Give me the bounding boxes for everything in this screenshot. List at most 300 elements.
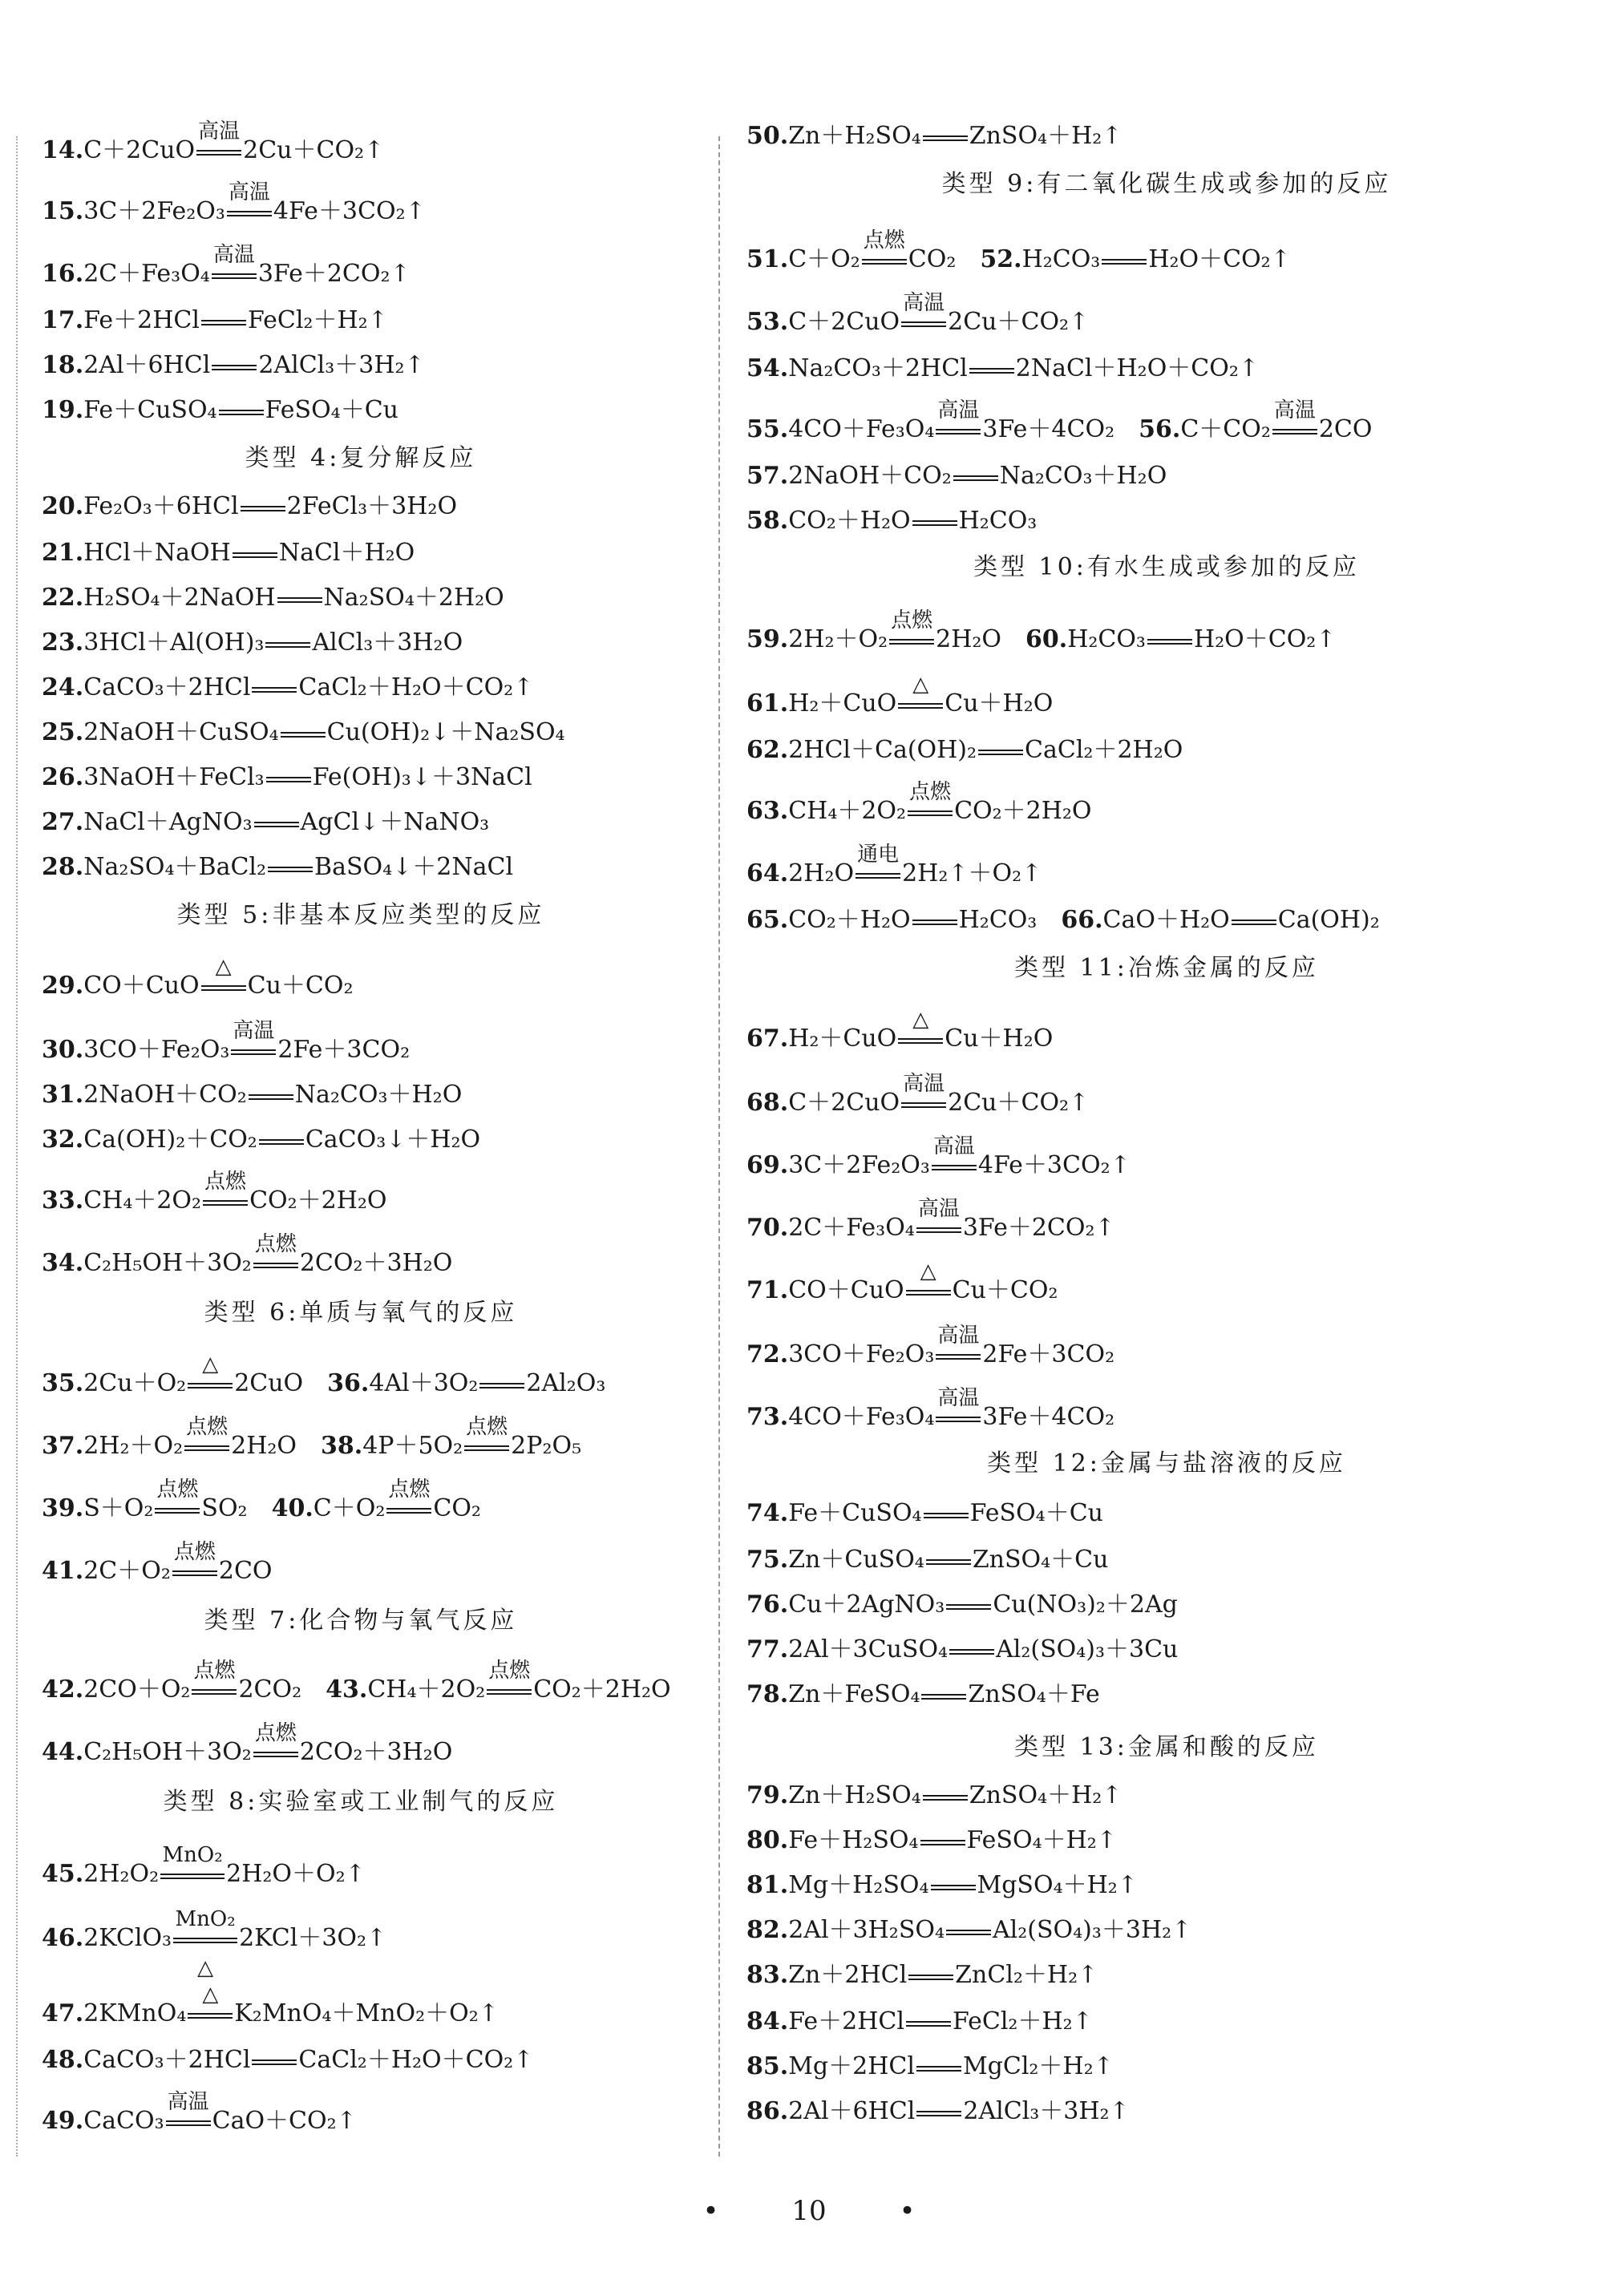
equation-line: [746, 1386, 1115, 1432]
equation-number: 85.: [746, 2052, 789, 2080]
products: Al₂(SO₄)₃＋3H₂↑: [993, 1916, 1192, 1944]
equation-number: 65.: [746, 906, 789, 934]
reactants: Cu＋2AgNO₃: [788, 1591, 945, 1619]
products: 2Al₂O₃: [526, 1369, 606, 1397]
equation-number: 81.: [746, 1871, 789, 1899]
equation-number: 48.: [42, 2046, 84, 2074]
double-equals-sign: [212, 367, 257, 373]
equation-line: [746, 1008, 1054, 1053]
equals-bar: [184, 1445, 229, 1451]
equation-number: 74.: [746, 1499, 789, 1527]
products: 2CO: [218, 1557, 273, 1585]
equals-bar: [978, 750, 1023, 755]
reactants: Fe＋H₂SO₄: [788, 1826, 919, 1854]
equation-number: 28.: [42, 853, 84, 881]
equals-bar: [953, 475, 998, 481]
equals-bar: [212, 273, 257, 279]
double-equals-sign: [906, 2023, 951, 2029]
products: Na₂SO₄＋2H₂O: [323, 584, 504, 612]
double-equals-sign: [188, 1352, 233, 1391]
reactants: 2C＋Fe₃O₄: [83, 260, 210, 288]
products: CaCO₃↓＋H₂O: [305, 1126, 481, 1154]
products: CO₂: [908, 245, 957, 273]
double-equals-sign: [946, 1607, 991, 1612]
equation-line: [746, 843, 1042, 888]
double-equals-sign: [241, 508, 285, 514]
equation-number: 53.: [746, 308, 789, 336]
products: SO₂: [201, 1494, 248, 1522]
equals-bar: [188, 2013, 233, 2019]
products: ZnSO₄＋Cu: [972, 1546, 1109, 1574]
equals-bar: [923, 135, 968, 141]
section-heading: 类型 10:有水生成或参加的反应: [973, 553, 1360, 581]
products: CaCl₂＋H₂O＋CO₂↑: [298, 673, 534, 701]
equation-number: 57.: [746, 462, 789, 490]
equation-number: 18.: [42, 351, 84, 379]
equation-number: 38.: [320, 1432, 363, 1460]
double-equals-sign: [1272, 398, 1317, 437]
equals-bar: [268, 867, 313, 872]
equation-line: [42, 1477, 481, 1523]
reactants: 2CO＋O₂: [83, 1676, 191, 1704]
equation-gap: [1001, 625, 1025, 653]
reactants: CaCO₃＋2HCl: [83, 2046, 251, 2074]
products: MgSO₄＋H₂↑: [977, 1871, 1138, 1899]
products: CO₂＋2H₂O: [954, 797, 1092, 825]
double-equals-sign: [953, 478, 998, 483]
equation-line: [746, 1916, 1191, 1945]
products: 2Cu＋CO₂↑: [948, 308, 1090, 336]
equals-bar: [901, 321, 946, 327]
equals-bar: [249, 1094, 293, 1100]
products: CO₂＋2H₂O: [249, 1186, 387, 1215]
equation-number: 30.: [42, 1036, 84, 1064]
reaction-condition: 点燃: [891, 608, 933, 633]
equals-bar: [916, 2111, 961, 2116]
equation-line: [42, 1540, 273, 1586]
products: FeSO₄＋Cu: [969, 1499, 1103, 1527]
equals-bar: [949, 1649, 994, 1655]
reactants: 2H₂O₂: [83, 1860, 160, 1888]
products: Fe(OH)₃↓＋3NaCl: [312, 763, 532, 791]
equals-bar: [946, 1930, 991, 1935]
equation-line: [746, 1324, 1115, 1369]
equation-line: [746, 906, 1380, 935]
equation-line: [746, 1961, 1098, 1990]
equation-line: [42, 243, 411, 289]
reactants: 4P＋5O₂: [362, 1432, 463, 1460]
equation-number: 50.: [746, 122, 789, 150]
section-heading: 类型 4:复分解反应: [245, 444, 477, 472]
products: H₂CO₃: [958, 507, 1038, 535]
reaction-condition: △: [920, 1259, 936, 1283]
equation-line: [42, 1126, 480, 1154]
reactants: H₂CO₃: [1021, 245, 1101, 273]
products: 3Fe＋4CO₂: [982, 1403, 1115, 1431]
products: Cu＋H₂O: [945, 1025, 1054, 1053]
equation-line: [42, 1721, 453, 1767]
equation-number: 17.: [42, 306, 84, 334]
equals-bar: [898, 1038, 943, 1044]
reactants: H₂SO₄＋2NaOH: [83, 584, 276, 612]
reactants: Mg＋2HCl: [788, 2052, 915, 2080]
equation-number: 26.: [42, 763, 84, 791]
equation-number: 79.: [746, 1781, 789, 1809]
equation-number: 60.: [1025, 625, 1068, 653]
section-heading: 类型 7:化合物与氧气反应: [204, 1607, 518, 1635]
equation-line: [746, 1546, 1108, 1574]
equation-line: [746, 354, 1259, 383]
equals-bar: [386, 1508, 431, 1514]
reactants: Zn＋CuSO₄: [788, 1546, 924, 1574]
equation-line: [42, 1232, 453, 1278]
double-equals-sign: [268, 869, 313, 875]
equation-number: 49.: [42, 2107, 84, 2135]
page-footer: [0, 2195, 1618, 2227]
products: Cu(NO₃)₂＋2Ag: [993, 1591, 1178, 1619]
products: Al₂(SO₄)₃＋3Cu: [996, 1635, 1179, 1663]
equation-line: [746, 122, 1122, 151]
double-equals-sign: [196, 119, 241, 158]
equals-bar: [196, 150, 241, 156]
double-equals-sign: [856, 843, 900, 881]
reactants: Fe＋2HCl: [788, 2007, 904, 2035]
equals-bar: [932, 1165, 977, 1170]
double-equals-sign: [946, 1932, 991, 1938]
equation-number: 36.: [327, 1369, 370, 1397]
double-equals-sign: [924, 1515, 969, 1521]
equation-number: 39.: [42, 1494, 84, 1522]
equation-line: [746, 2097, 1130, 2126]
reaction-condition: 高温: [1273, 398, 1316, 422]
products: FeSO₄＋H₂↑: [966, 1826, 1117, 1854]
reactants: Zn＋2HCl: [788, 1961, 908, 1989]
equation-line: [42, 492, 457, 521]
double-equals-sign: [155, 1477, 200, 1516]
equation-line: [42, 1415, 582, 1461]
double-equals-sign: [188, 1983, 233, 2021]
equation-line: [746, 1259, 1058, 1305]
equation-number: 46.: [42, 1924, 84, 1952]
reactants: 3C＋2Fe₂O₃: [788, 1151, 930, 1179]
reactants: Na₂SO₄＋BaCl₂: [83, 853, 267, 881]
equals-bar: [916, 2066, 961, 2072]
double-equals-sign: [916, 1197, 961, 1235]
double-equals-sign: [906, 1259, 951, 1298]
products: 2CuO: [234, 1369, 304, 1397]
equation-number: 58.: [746, 507, 789, 535]
double-equals-sign: [265, 645, 310, 650]
equals-bar: [946, 1604, 991, 1610]
double-equals-sign: [889, 608, 934, 647]
products: MgCl₂＋H₂↑: [962, 2052, 1114, 2080]
equation-line: [746, 1680, 1100, 1709]
double-equals-sign: [201, 955, 246, 993]
equals-bar: [227, 211, 272, 216]
equation-line: [42, 1983, 499, 2028]
reactants: 2NaOH＋CO₂: [788, 462, 952, 490]
double-equals-sign: [252, 689, 297, 695]
products: 3Fe＋2CO₂↑: [257, 260, 411, 288]
products: H₂CO₃: [958, 906, 1038, 934]
reactants: CH₄＋2O₂: [788, 797, 907, 825]
double-equals-sign: [203, 1170, 248, 1208]
equation-gap: [301, 1676, 326, 1704]
equation-line: [42, 955, 354, 1000]
products: Cu＋CO₂: [952, 1276, 1058, 1304]
equation-number: 71.: [746, 1276, 789, 1304]
products: 2H₂O: [231, 1432, 297, 1460]
equals-bar: [921, 1694, 966, 1700]
equation-line: [746, 507, 1037, 536]
reaction-condition: 高温: [937, 1386, 980, 1410]
reaction-condition: 点燃: [193, 1659, 236, 1683]
reactants: CO₂＋H₂O: [788, 507, 911, 535]
equation-number: 54.: [746, 354, 789, 382]
reaction-condition: 点燃: [186, 1415, 229, 1439]
products: ZnSO₄＋H₂↑: [969, 122, 1122, 150]
double-equals-sign: [923, 1797, 968, 1803]
equals-bar: [253, 1752, 298, 1757]
section-heading: 类型 11:冶炼金属的反应: [1014, 954, 1319, 982]
products: Na₂CO₃＋H₂O: [999, 462, 1167, 490]
section-heading: 类型 9:有二氧化碳生成或参加的反应: [941, 170, 1392, 198]
products: 2CO₂＋3H₂O: [299, 1249, 453, 1277]
reactants: 2Al＋6HCl: [83, 351, 211, 379]
equals-bar: [464, 1445, 509, 1451]
equation-line: [42, 539, 415, 568]
equals-bar: [920, 1840, 965, 1845]
reactants: Na₂CO₃＋2HCl: [788, 354, 968, 382]
equals-bar: [924, 1513, 969, 1518]
products: 2CO₂: [238, 1676, 302, 1704]
double-equals-sign: [266, 779, 311, 785]
double-equals-sign: [281, 734, 326, 740]
equation-line: [42, 396, 398, 425]
double-equals-sign: [254, 824, 299, 830]
products: 2NaCl＋H₂O＋CO₂↑: [1015, 354, 1260, 382]
equation-number: 62.: [746, 736, 789, 764]
equation-line: [42, 1081, 462, 1110]
equals-bar: [908, 810, 953, 816]
reaction-condition: 高温: [903, 1072, 945, 1096]
reactants: 4CO＋Fe₃O₄: [788, 415, 935, 443]
products: 3Fe＋2CO₂↑: [962, 1214, 1115, 1242]
double-equals-sign: [936, 398, 981, 437]
double-equals-sign: [219, 412, 264, 418]
double-equals-sign: [479, 1385, 524, 1391]
double-equals-sign: [386, 1477, 431, 1516]
products: Cu＋CO₂: [247, 972, 354, 1000]
equation-gap: [1114, 415, 1139, 443]
equation-number: 25.: [42, 718, 84, 746]
equals-bar: [479, 1383, 524, 1389]
reactants: CaCO₃: [83, 2107, 164, 2135]
reactants: 2Al＋6HCl: [788, 2097, 916, 2125]
reactants: 3C＋2Fe₂O₃: [83, 197, 225, 225]
double-equals-sign: [936, 1324, 981, 1362]
equation-number: 70.: [746, 1214, 789, 1242]
reactants: 3HCl＋Al(OH)₃: [83, 629, 265, 657]
equation-number: 76.: [746, 1591, 789, 1619]
equation-line: [746, 1826, 1117, 1855]
footer-dot-left: •: [702, 2195, 719, 2227]
equation-number: 78.: [746, 1680, 789, 1708]
double-equals-sign: [898, 673, 943, 711]
reaction-condition: 点燃: [173, 1540, 216, 1564]
double-equals-sign: [916, 2113, 961, 2119]
reactants: Zn＋H₂SO₄: [788, 122, 921, 150]
equation-line: [42, 1907, 387, 1980]
equation-line: [42, 1170, 387, 1215]
products: ZnSO₄＋H₂↑: [969, 1781, 1122, 1809]
equation-number: 20.: [42, 492, 84, 520]
equation-number: 22.: [42, 584, 84, 612]
equals-bar: [166, 2120, 211, 2126]
products: CO₂: [433, 1494, 481, 1522]
products: ZnSO₄＋Fe: [968, 1680, 1100, 1708]
equation-number: 43.: [326, 1676, 368, 1704]
double-equals-sign: [1102, 261, 1147, 267]
section-heading: 类型 13:金属和酸的反应: [1014, 1733, 1319, 1761]
reactants: Zn＋H₂SO₄: [788, 1781, 921, 1809]
equation-number: 45.: [42, 1860, 84, 1888]
products: FeCl₂＋H₂↑: [247, 306, 388, 334]
equation-number: 16.: [42, 260, 84, 288]
reaction-condition: 高温: [228, 180, 270, 204]
reactants: 2Al＋3CuSO₄: [788, 1635, 949, 1663]
equation-number: 32.: [42, 1126, 84, 1154]
double-equals-sign: [277, 600, 322, 605]
equation-line: [42, 673, 533, 702]
double-equals-sign: [908, 1977, 953, 1983]
reaction-condition: 高温: [212, 243, 255, 267]
double-equals-sign: [912, 523, 957, 528]
reactants: 2H₂O: [788, 859, 855, 887]
equation-gap: [1037, 906, 1061, 934]
reactants: Fe₂O₃＋6HCl: [83, 492, 239, 520]
equals-bar: [1147, 639, 1192, 645]
equals-bar: [173, 1938, 237, 1943]
reactants: Fe＋2HCl: [83, 306, 200, 334]
equals-bar: [266, 777, 311, 782]
equals-bar: [233, 552, 277, 558]
section-heading: 类型 8:实验室或工业制气的反应: [163, 1788, 559, 1816]
products: 2H₂O＋O₂↑: [226, 1860, 366, 1888]
reactants: Fe＋CuSO₄: [788, 1499, 922, 1527]
double-equals-sign: [172, 1540, 217, 1578]
equation-line: [746, 1197, 1115, 1243]
reaction-condition: 高温: [917, 1197, 960, 1221]
equation-number: 59.: [746, 625, 789, 653]
equation-number: 84.: [746, 2007, 789, 2035]
equals-bar: [906, 2021, 951, 2027]
equation-line: [42, 1019, 411, 1065]
equals-bar: [155, 1508, 200, 1514]
products: 2Fe＋3CO₂: [982, 1340, 1115, 1368]
products: H₂O＋CO₂↑: [1193, 625, 1337, 653]
reaction-condition: 点燃: [488, 1659, 531, 1683]
products: 3Fe＋4CO₂: [982, 415, 1115, 443]
reactants: Zn＋FeSO₄: [788, 1680, 920, 1708]
equation-number: 82.: [746, 1916, 789, 1944]
equation-number: 37.: [42, 1432, 84, 1460]
equals-bar: [172, 1570, 217, 1576]
equation-number: 40.: [271, 1494, 313, 1522]
equals-bar: [906, 1290, 951, 1296]
double-equals-sign: [923, 138, 968, 144]
equation-line: [746, 1591, 1178, 1619]
equals-bar: [856, 873, 900, 879]
equation-number: 55.: [746, 415, 789, 443]
equation-number: 73.: [746, 1403, 789, 1431]
double-equals-sign: [166, 2090, 211, 2128]
reactants: S＋O₂: [83, 1494, 154, 1522]
products: FeCl₂＋H₂↑: [952, 2007, 1093, 2035]
equals-bar: [1272, 429, 1317, 435]
products: 2AlCl₃＋3H₂↑: [258, 351, 425, 379]
equals-bar: [912, 920, 957, 925]
reaction-condition: 高温: [903, 291, 945, 315]
double-equals-sign: [969, 370, 1014, 376]
equals-bar: [219, 410, 264, 415]
equation-number: 64.: [746, 859, 789, 887]
equation-line: [42, 584, 504, 612]
reactants: CH₄＋2O₂: [367, 1676, 486, 1704]
left-margin-rule: [16, 136, 18, 2157]
reaction-condition: △: [202, 1352, 219, 1376]
equation-gap: [303, 1369, 327, 1397]
equation-line: [746, 398, 1373, 444]
equation-line: [746, 291, 1090, 337]
equation-line: [746, 2007, 1093, 2036]
reactants: Fe＋CuSO₄: [83, 396, 217, 424]
reactants: 4CO＋Fe₃O₄: [788, 1403, 935, 1431]
equation-line: [42, 718, 565, 747]
reactants: H₂＋CuO: [788, 689, 897, 718]
equals-bar: [1102, 259, 1147, 265]
section-heading: 类型 12:金属与盐溶液的反应: [987, 1449, 1346, 1477]
double-equals-sign: [464, 1415, 509, 1453]
equals-bar: [281, 732, 326, 738]
reaction-condition: 点燃: [254, 1721, 297, 1745]
products: 2Cu＋CO₂↑: [948, 1089, 1090, 1117]
reactants: 2Cu＋O₂: [83, 1369, 187, 1397]
equals-bar: [212, 365, 257, 370]
products: 4Fe＋3CO₂↑: [273, 197, 426, 225]
equals-bar: [916, 1227, 961, 1233]
reaction-condition: △: [215, 955, 232, 979]
equation-line: [746, 608, 1337, 654]
equation-line: [42, 1843, 366, 1889]
equation-number: 44.: [42, 1738, 84, 1766]
equals-bar: [889, 639, 934, 645]
reaction-condition: △: [202, 1983, 219, 2007]
equation-number: 75.: [746, 1546, 789, 1574]
products: CaO＋CO₂↑: [212, 2107, 357, 2135]
equals-bar: [908, 1975, 953, 1980]
reaction-condition: 高温: [937, 398, 980, 422]
equation-number: 33.: [42, 1186, 84, 1215]
double-equals-sign: [949, 1651, 994, 1657]
double-equals-sign: [259, 1142, 304, 1147]
equation-number: 19.: [42, 396, 84, 424]
equals-bar: [969, 368, 1014, 374]
reactants: C₂H₅OH＋3O₂: [83, 1738, 252, 1766]
equation-number: 41.: [42, 1557, 84, 1585]
equals-bar: [936, 1417, 981, 1422]
reaction-condition: △: [912, 1008, 929, 1032]
